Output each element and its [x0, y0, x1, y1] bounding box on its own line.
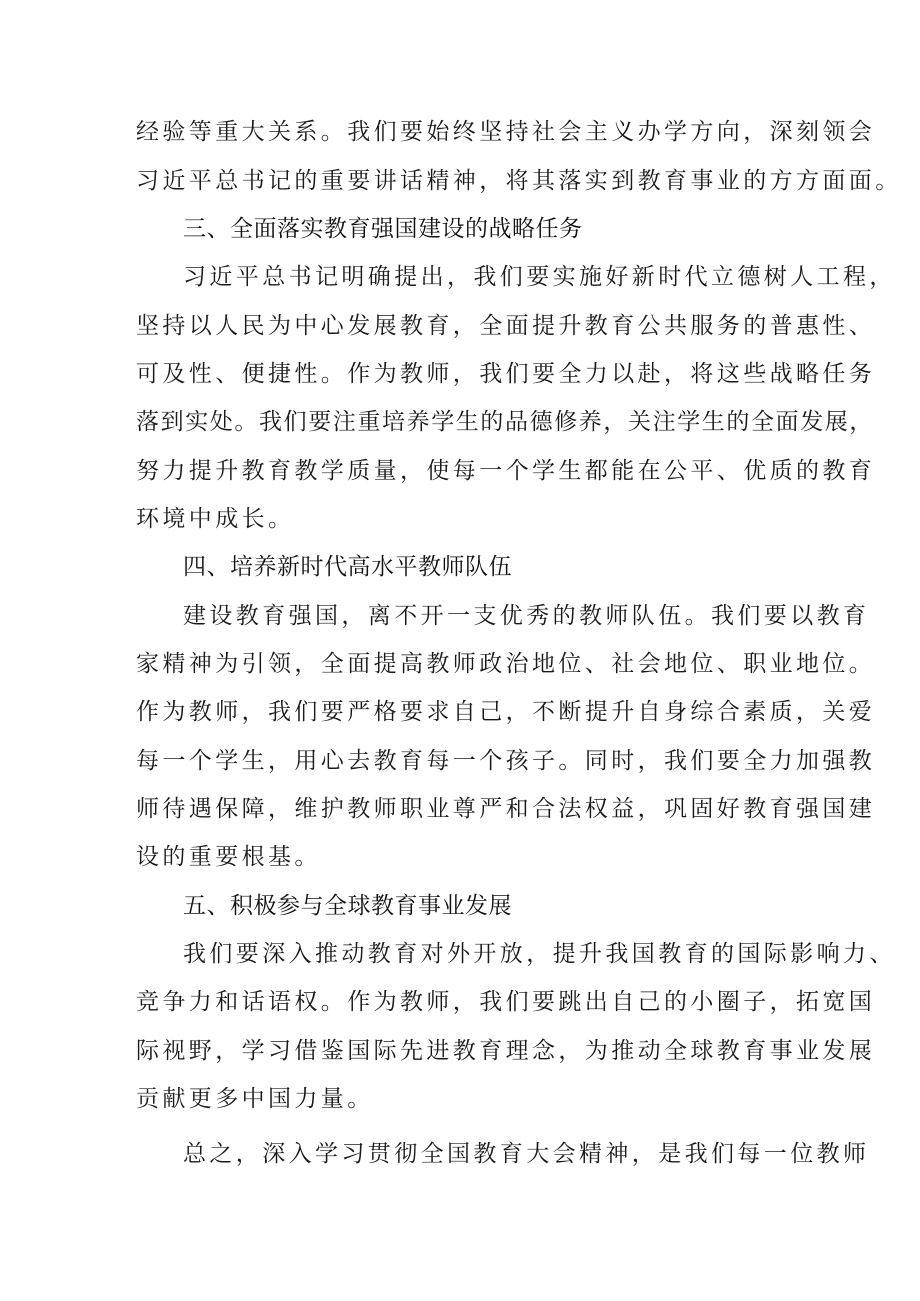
- section-heading-4: 四、培养新时代高水平教师队伍: [183, 554, 512, 580]
- paragraph-line: 我们要深入推动教育对外开放，提升我国教育的国际影响力、: [183, 941, 896, 967]
- paragraph-line: 习近平总书记明确提出，我们要实施好新时代立德树人工程，: [183, 264, 896, 290]
- paragraph-line: 习近平总书记的重要讲话精神，将其落实到教育事业的方方面面。: [136, 168, 902, 194]
- paragraph-line: 每一个学生，用心去教育每一个孩子。同时，我们要全力加强教: [136, 748, 876, 774]
- section-heading-3: 三、全面落实教育强国建设的战略任务: [183, 216, 583, 242]
- paragraph-line: 环境中成长。: [136, 506, 295, 532]
- paragraph-line: 坚持以人民为中心发展教育，全面提升教育公共服务的普惠性、: [136, 313, 876, 339]
- paragraph-line: 师待遇保障，维护教师职业尊严和合法权益，巩固好教育强国建: [136, 796, 876, 822]
- paragraph-line: 际视野，学习借鉴国际先进教育理念，为推动全球教育事业发展: [136, 1038, 876, 1064]
- paragraph-line: 努力提升教育教学质量，使每一个学生都能在公平、优质的教育: [136, 458, 876, 484]
- paragraph-line: 可及性、便捷性。作为教师，我们要全力以赴，将这些战略任务: [136, 361, 876, 387]
- paragraph-line: 经验等重大关系。我们要始终坚持社会主义办学方向，深刻领会: [136, 119, 876, 145]
- paragraph-line: 落到实处。我们要注重培养学生的品德修养，关注学生的全面发展，: [136, 409, 874, 435]
- paragraph-line: 家精神为引领，全面提高教师政治地位、社会地位、职业地位。: [136, 651, 876, 677]
- paragraph-line: 作为教师，我们要严格要求自己，不断提升自身综合素质，关爱: [136, 699, 876, 725]
- paragraph-line: 总之，深入学习贯彻全国教育大会精神，是我们每一位教师: [183, 1141, 870, 1167]
- paragraph-line: 贡献更多中国力量。: [136, 1086, 374, 1112]
- paragraph-line: 设的重要根基。: [136, 844, 321, 870]
- section-heading-5: 五、积极参与全球教育事业发展: [183, 893, 512, 919]
- paragraph-line: 竞争力和话语权。作为教师，我们要跳出自己的小圈子，拓宽国: [136, 989, 876, 1015]
- paragraph-line: 建设教育强国，离不开一支优秀的教师队伍。我们要以教育: [183, 603, 870, 629]
